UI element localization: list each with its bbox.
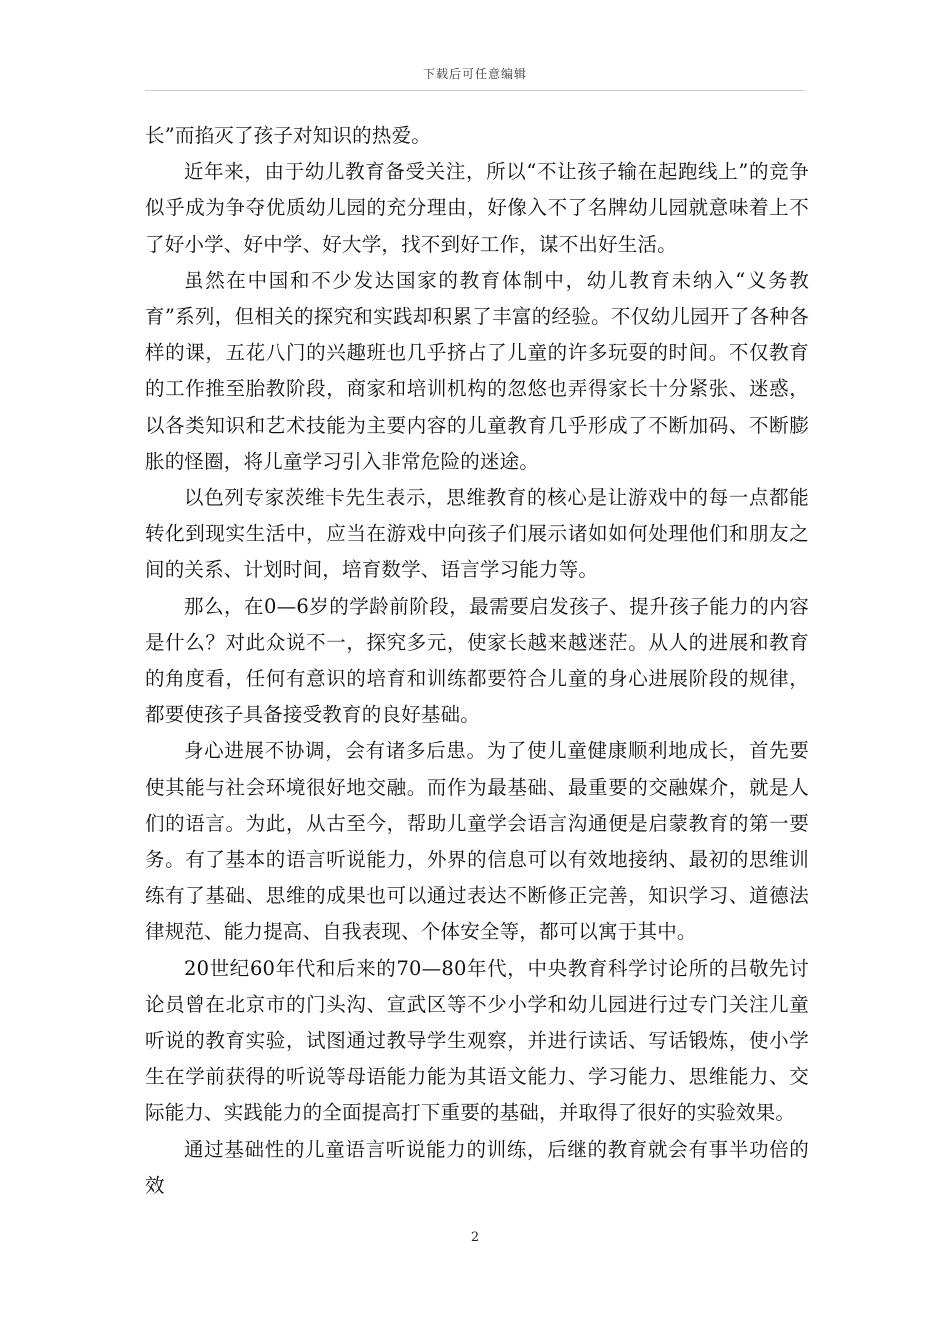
- paragraph: 虽然在中国和不少发达国家的教育体制中，幼儿教育未纳入“义务教育”系列，但相关的探究和实践却积累了丰富的经验。不仅幼儿园开了各种各样的课，五花八门的兴趣班也几乎挤占了儿童的许多玩耍的时间。不仅教育的工作推至胎教阶段，商家和培训机构的忽悠也弄得家长十分紧张、迷惑，以各类知识和艺术技能为主要内容的儿童教育几乎形成了不断加码、不断膨胀的怪圈，将儿童学习引入非常危险的迷途。: [145, 268, 809, 473]
- document-body: [145, 118, 809, 1204]
- paragraph-continuation: 长”而掐灭了孩子对知识的热爱。: [145, 124, 431, 147]
- header-divider: [145, 90, 805, 91]
- paragraph: 那么，在0—6岁的学龄前阶段，最需要启发孩子、提升孩子能力的内容是什么？对此众说不一，探究多元，使家长越来越迷茫。从人的进展和教育的角度看，任何有意识的培育和训练都要符合儿童的身心进展阶段的规律，都要使孩子具备接受教育的良好基础。: [145, 594, 809, 727]
- paragraph: 近年来，由于幼儿教育备受关注，所以“不让孩子输在起跑线上”的竞争似乎成为争夺优质幼儿园的充分理由，好像入不了名牌幼儿园就意味着上不了好小学、好中学、好大学，找不到好工作，谋不出好生活。: [145, 160, 809, 256]
- paragraph: 以色列专家茨维卡先生表示，思维教育的核心是让游戏中的每一点都能转化到现实生活中，应当在游戏中向孩子们展示诸如如何处理他们和朋友之间的关系、计划时间，培育数学、语言学习能力等。: [145, 486, 809, 582]
- paragraph: 通过基础性的儿童语言听说能力的训练，后继的教育就会有事半功倍的效: [145, 1137, 809, 1197]
- page-number: 2: [470, 1230, 480, 1245]
- paragraph: 20世纪60年代和后来的70—80年代，中央教育科学讨论所的吕敬先讨论员曾在北京市的门头沟、宣武区等不少小学和幼儿园进行过专门关注儿童听说的教育实验，试图通过教导学生观察，并进行读话、写话锻炼，使小学生在学前获得的听说等母语能力能为其语文能力、学习能力、思维能力、交际能力、实践能力的全面提高打下重要的基础，并取得了很好的实验效果。: [145, 956, 809, 1125]
- page-header: 下载后可任意编辑: [422, 67, 527, 81]
- paragraph: 身心进展不协调，会有诸多后患。为了使儿童健康顺利地成长，首先要使其能与社会环境很好地交融。而作为最基础、最重要的交融媒介，就是人们的语言。为此，从古至今，帮助儿童学会语言沟通便是启蒙教育的第一要务。有了基本的语言听说能力，外界的信息可以有效地接纳、最初的思维训练有了基础、思维的成果也可以通过表达不断修正完善，知识学习、道德法律规范、能力提高、自我表现、个体安全等，都可以寓于其中。: [145, 739, 809, 944]
